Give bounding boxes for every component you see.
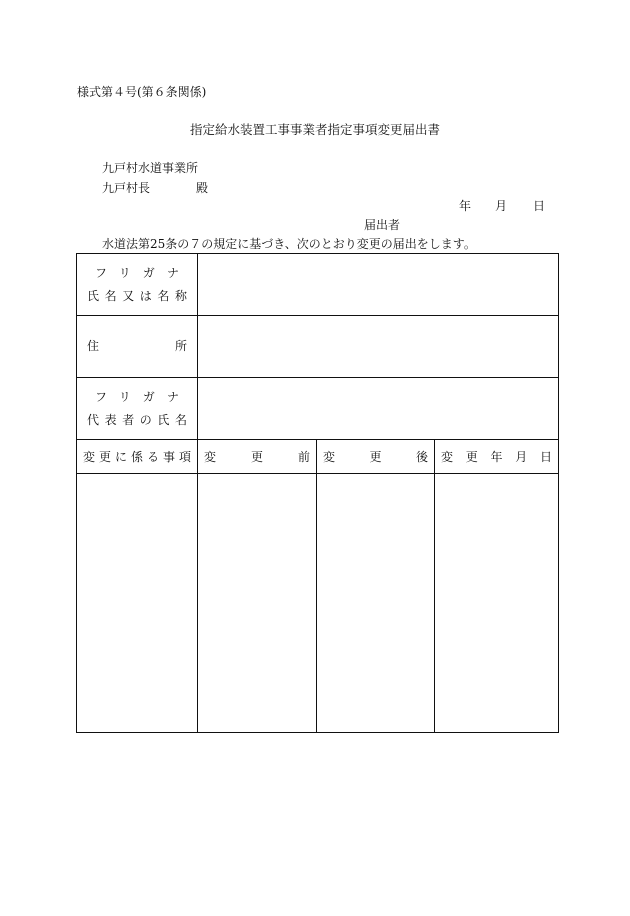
col-header-before: 変更前 bbox=[198, 440, 317, 474]
document-title: 指定給水装置工事事業者指定事項変更届出書 bbox=[189, 122, 440, 137]
representative-label: 代表者の氏名 bbox=[87, 412, 187, 427]
change-item-field[interactable] bbox=[77, 474, 198, 733]
col-header-item: 変更に係る事項 bbox=[77, 440, 198, 474]
address-label-cell bbox=[77, 316, 198, 378]
representative-label-cell bbox=[77, 378, 198, 440]
address-label: 住所 bbox=[87, 339, 187, 353]
recipient-office: 九戸村水道事業所 bbox=[102, 161, 199, 175]
name-field[interactable] bbox=[198, 254, 559, 316]
address-field[interactable] bbox=[198, 316, 559, 378]
form-number: 様式第４号(第６条関係) bbox=[77, 85, 207, 99]
date-day-label: 日 bbox=[533, 199, 546, 213]
col-header-date: 変更年月日 bbox=[435, 440, 559, 474]
change-before-field[interactable] bbox=[198, 474, 317, 733]
date-month-label: 月 bbox=[495, 199, 508, 213]
col-header-after: 変更後 bbox=[317, 440, 435, 474]
column-header-row bbox=[77, 440, 559, 474]
representative-row bbox=[77, 378, 559, 440]
name-label-cell bbox=[77, 254, 198, 316]
statement-text: 水道法第25条の７の規定に基づき、次のとおり変更の届出をします。 bbox=[102, 237, 476, 251]
notifier-label: 届出者 bbox=[364, 218, 401, 232]
change-date-field[interactable] bbox=[435, 474, 559, 733]
address-row bbox=[77, 316, 559, 378]
name-furigana-label: フリガナ bbox=[95, 265, 179, 280]
recipient-mayor: 九戸村長 bbox=[102, 181, 151, 195]
change-form-table bbox=[76, 253, 559, 733]
recipient-honorific: 殿 bbox=[196, 181, 209, 195]
name-row bbox=[77, 254, 559, 316]
change-after-field[interactable] bbox=[317, 474, 435, 733]
representative-field[interactable] bbox=[198, 378, 559, 440]
representative-furigana-label: フリガナ bbox=[95, 389, 179, 404]
date-year-label: 年 bbox=[459, 199, 472, 213]
change-entry-row bbox=[77, 474, 559, 733]
name-label: 氏名又は名称 bbox=[87, 288, 187, 303]
